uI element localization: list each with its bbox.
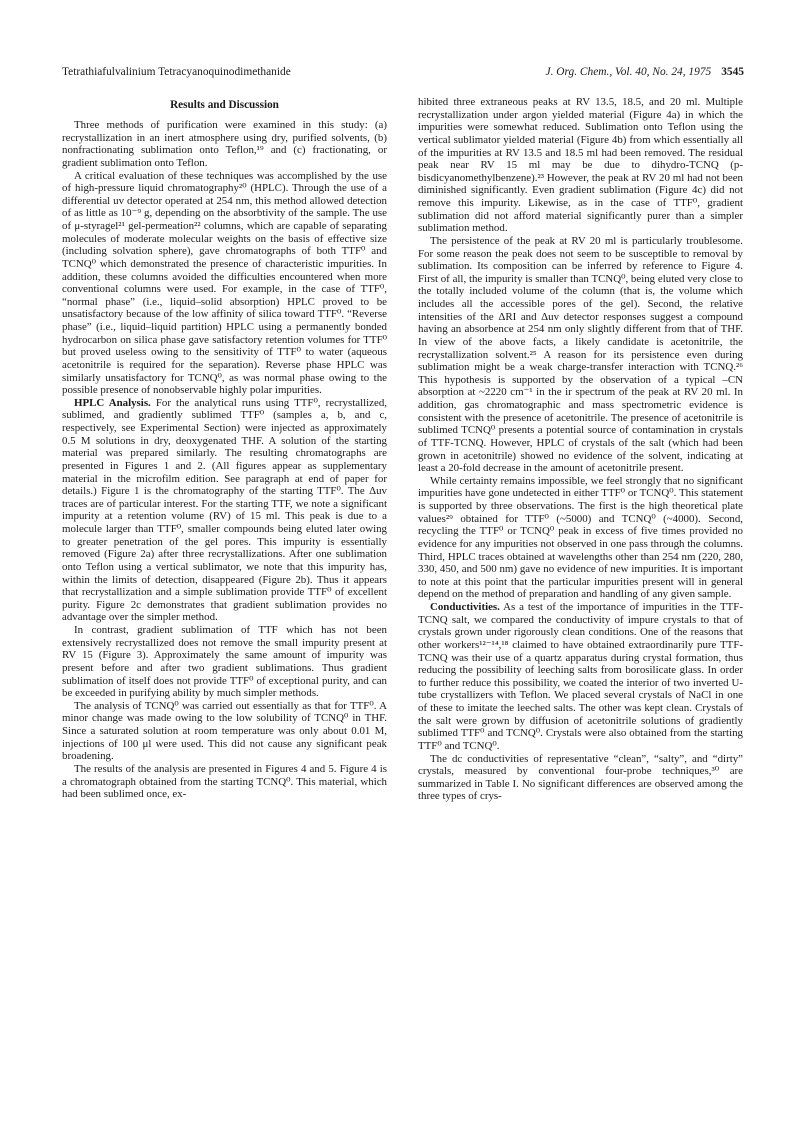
journal-name: J. Org. Chem., Vol. 40, No. 24, 1975 — [545, 66, 712, 78]
paragraph: The results of the analysis are presented in Figures 4 and 5. Figure 4 is a chromatograph obtained from the starting TCNQ⁰. This material, which had been sublimed once, ex- — [62, 762, 387, 801]
paragraph: A critical evaluation of these techniques was accomplished by the use of high-pressure liquid chromatography²⁰ (HPLC). Through the use of a differential uv detector operated at 254 nm, this method allowed detection of as little as 10⁻⁹ g, depending on the absorbtivity of the sample. The use of μ-styragel²¹ gel-permeation²² columns, which are capable of separating molecules of moderate molecular weights on the basis of effective size (including solvation sphere), gave chromatographs of both TTF⁰ and TCNQ⁰ which demonstrated the presence of characteristic impurities. In addition, these columns avoided the difficulties encountered when more conventional columns were used. For example, in the case of TTF⁰, “normal phase” (i.e., liquid–solid absorption) HPLC proved to be unsatisfactory because of the low affinity of silica toward TTF⁰. “Reverse phase” (i.e., liquid–liquid partition) HPLC using a permanently bonded hydrocarbon on silica phase gave satisfactory retention volumes for TTF⁰ but proved useless owing to the sensitivity of TTF⁰ to water (aqueous acetonitrile is required for the separation). Reverse phase HPLC was similarly unsatisfactory for TCNQ⁰, as was normal phase owing to the possible presence of nonobservable highly polar impurities. — [62, 169, 387, 397]
paragraph — [62, 397, 387, 624]
paragraph: The persistence of the peak at RV 20 ml is particularly troublesome. For some reason the peak does not seem to be susceptible to removal by sublimation. Its composition can be inferred by reference to Figure 4. First of all, the impurity is smaller than TCNQ⁰, being eluted very close to the totally included volume of the column (that is, the volume which includes all the accessible pores of the gel). Second, the relative intensities of the ΔRI and Δuv detector responses suggest a compound having an absorbence at 254 nm only slightly different from that of THF. In view of the above facts, a likely candidate is acetonitrile, the recrystallization solvent.²⁵ A reason for its persistence even during sublimation might be a weak charge-transfer interaction with TCNQ.²⁶ This hypothesis is supported by the observation of a typical –CN absorption at ~2220 cm⁻¹ in the ir spectrum of the peak at RV 20 ml. In addition, gas chromatographic and mass spectrometric evidence is consistent with the presence of acetonitrile. The presence of acetonitrile is sublimed TCNQ⁰ presents a potential source of contamination in crystals of TTF-TCNQ. However, HPLC of crystals of the salt (which had been grown in acetonitrile) showed no evidence of the solvent, indicating at least a 20-fold decrease in the amount of acetonitrile present. — [418, 234, 743, 475]
running-title: Tetrathiafulvalinium Tetracyanoquinodimethanide — [62, 66, 291, 78]
paragraph: hibited three extraneous peaks at RV 13.5, 18.5, and 20 ml. Multiple recrystallization under argon yielded material (Figure 4a) in which the impurities were somewhat reduced. Sublimation onto Teflon using the vertical sublimator yielded material (Figure 4b) from which essentially all of the impurities at RV 13.5 and 18.5 ml had been removed. The residual peak near RV 15 ml may be due to dihydro-TCNQ (p-bisdicyanomethylbenzene).²³ However, the peak at RV 20 ml had not been diminished significantly. Even gradient sublimation (Figure 4c) did not remove this impurity. Likewise, as in the case of TTF⁰, gradient sublimation did not afford material significantly purer than a simpler sublimation method. — [418, 96, 743, 235]
section-heading: Results and Discussion — [170, 99, 279, 111]
left-column — [62, 96, 387, 801]
journal-citation — [546, 66, 744, 78]
run-in-heading: HPLC Analysis. — [74, 396, 151, 409]
paragraph — [418, 601, 743, 753]
paragraph: In contrast, gradient sublimation of TTF which has not been extensively recrystallized does not remove the small impurity present at RV 15 (Figure 3). Approximately the same amount of impurity was present before and after two gradient sublimations. Thus gradient sublimation of itself does not provide TTF⁰ of exceptional purity, and can be exceeded in purifying ability by much simpler methods. — [62, 624, 387, 700]
page-number: 3545 — [721, 66, 744, 78]
paragraph: The analysis of TCNQ⁰ was carried out essentially as that for TTF⁰. A minor change was made owing to the low solubility of TCNQ⁰ in THF. Since a saturated solution at room temperature was only about 0.01 M, injections of 100 μl were used. This did not cause any significant peak broadening. — [62, 699, 387, 763]
right-column — [418, 96, 743, 803]
paragraph: The dc conductivities of representative “clean”, “salty”, and “dirty” crystals, measured by conventional four-probe techniques,³⁰ are summarized in Table I. No significant differences are observed among the three types of crys- — [418, 752, 743, 803]
paragraph-text: For the analytical runs using TTF⁰, recrystallized, sublimed, and gradiently sublimed TTF⁰ (samples a, b, and c, respectively, see Experimental Section) were injected as approximately 0.5 M solutions in dry, deoxygenated THF. A solution of the starting material was prepared similarly. The resulting chromatographs are presented in Figures 1 and 2. (All figures appear as supplementary material in the microfilm edition. See paragraph at end of paper for details.) Figure 1 is the chromatography of the starting TTF⁰. The Δuv traces are of particular interest. For the starting TTF, we note a significant impurity at a retention volume (RV) of 15 ml. This peak is due to a molecule larger than TTF⁰, smaller compounds being eluted later owing to greater penetration of the gel pores. This impurity is essentially removed (Figure 2a) after three recrystallizations. After one sublimation onto Teflon using a vertical sublimator, we note that this impurity has, within the limits of detection, disappeared (Figure 2b). Thus it appears that recrystallization and a simple sublimation provide TTF⁰ of excellent purity. Figure 2c demonstrates that gradient sublimation provides no advantage over the simpler method. — [62, 396, 387, 624]
paragraph: While certainty remains impossible, we feel strongly that no significant impurities have gone undetected in either TTF⁰ or TCNQ⁰. This statement is supported by three observations. The first is the high theoretical plate values²⁹ obtained for TTF⁰ (~5000) and TCNQ⁰ (~4000). Second, recycling the TTF⁰ or TCNQ⁰ peak in excess of five times provided no evidence for any impurities not observed in one pass through the columns. Third, HPLC traces obtained at wavelengths other than 254 nm (220, 280, 330, 450, and 500 nm) gave no evidence of new impurities. It is important to note at this point that the particular impurities present will in general depend on the method of preparation and handling of any given sample. — [418, 474, 743, 601]
running-header — [62, 66, 744, 82]
run-in-heading: Conductivities. — [430, 601, 500, 613]
paragraph: Three methods of purification were examined in this study: (a) recrystallization in an inert atmosphere using dry, purified solvents, (b) nonfractionating sublimation onto Teflon,¹⁹ and (c) fractionating, or gradient sublimation onto Teflon. — [62, 119, 387, 169]
paragraph-text: As a test of the importance of impurities in the TTF-TCNQ salt, we compared the conductivity of impure crystals to that of crystals grown under rigorously clean conditions. One of the reasons that other workers¹²⁻¹⁴,¹⁸ claimed to have obtained extraordinarily pure TTF-TCNQ was their use of a quartz apparatus during crystal formation, thus reducing the possibility of leeching salts from borosilicate glass. In order to further reduce this possibility, we coated the interior of two inverted U-tube crystallizers with Teflon. We placed several crystals of NaCl in one of these to imitate the leeched salts. The other was kept clean. Crystals of the salt were grown by diffusion of acetonitrile solutions of gradiently sublimed TTF⁰ and TCNQ⁰. Crystals were also obtained from the starting TTF⁰ and TCNQ⁰. — [418, 601, 743, 752]
